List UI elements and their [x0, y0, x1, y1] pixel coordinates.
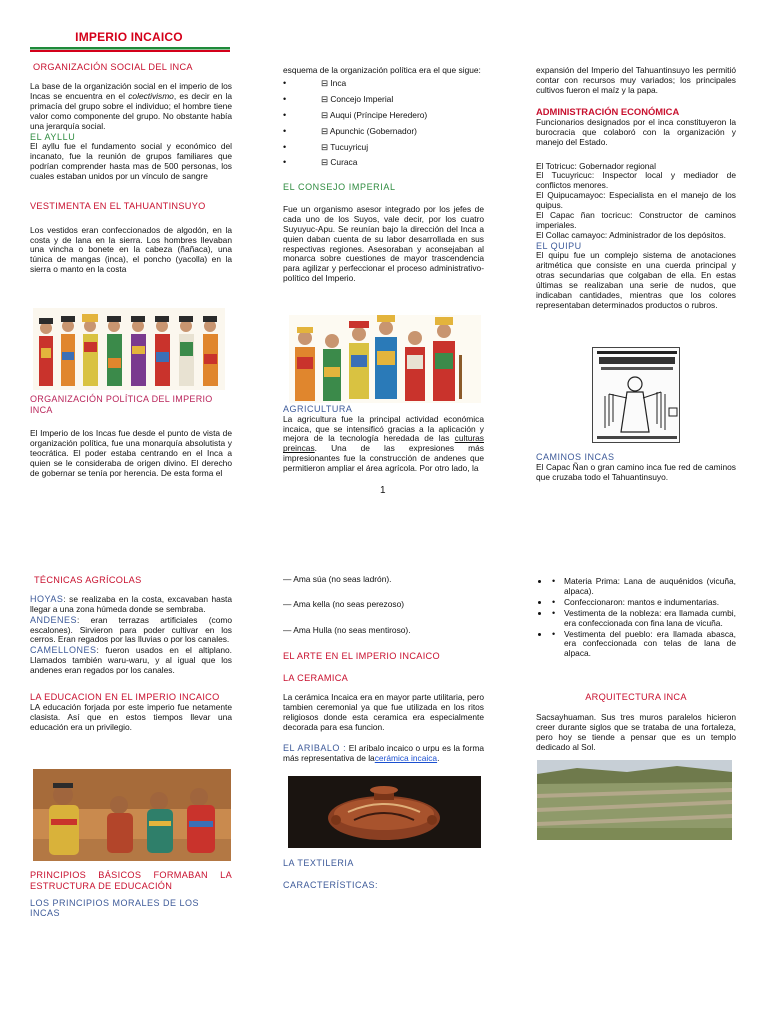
- column-6-bottom: [536, 692, 736, 752]
- list-item: • ⊟ Inca: [283, 79, 484, 89]
- consejo-heading: EL CONSEJO IMPERIAL: [283, 182, 396, 193]
- column-1-bottom: [30, 394, 232, 479]
- list-item: • ⊟ Concejo Imperial: [283, 95, 484, 105]
- column-4: [30, 575, 232, 733]
- inca-nobles-illustration: [289, 315, 481, 403]
- list-item: • • Vestimenta de la nobleza: era llamada cumbi, era confeccionada con fina lana de vicuña.: [550, 609, 736, 629]
- list-item: • ⊟ Apunchic (Gobernador): [283, 127, 484, 137]
- quipu-paragraph: El quipu fue un complejo sistema de anotaciones aritmética que consiste en una cuerda principal y otras secundarias que colgaban de ella. En estas últimas se realizaban una serie de nudos, que indicaban cantidades, mientras que los colores representaban determinados productos o rubros.: [536, 250, 736, 310]
- ceramica-paragraph: La cerámica Incaica era en mayor parte utilitaria, pero tambien ceremonial ya que fue utilizada en los ritos religiosos donde esta ceramica era especialmente decorada para esa funcion.: [283, 692, 484, 733]
- ayllu-heading: EL AYLLU: [30, 131, 76, 142]
- culturas-preincas-link[interactable]: culturas preincas: [283, 433, 484, 454]
- principios-morales-heading: LOS PRINCIPIOS MORALES DE LOS INCAS: [30, 897, 200, 919]
- page-number: 1: [380, 485, 386, 496]
- column-2-bottom: [283, 404, 484, 474]
- column-2: [283, 66, 484, 284]
- column-4-bottom: [30, 870, 232, 919]
- caminos-heading: CAMINOS INCAS: [536, 452, 615, 462]
- hoyas-paragraph: HOYAS: se realizaba en la costa, excavaban hasta llegar a una zona húmeda donde se sembraba.: [30, 593, 232, 614]
- list-item: • • Vestimenta del pueblo: era llamada abasca, era confeccionada con telas de lana de alpaca.: [550, 630, 736, 660]
- caracteristicas-heading: CARACTERÍSTICAS:: [283, 879, 379, 890]
- official-item: El Quipucamayoc: Especialista en el manejo de los quipus.: [536, 190, 736, 211]
- principios-heading: PRINCIPIOS BÁSICOS FORMABAN LA ESTRUCTURA DE EDUCACIÓN: [30, 870, 232, 891]
- ceramica-incaica-link[interactable]: cerámica incaica: [374, 752, 438, 763]
- vestimenta-heading: VESTIMENTA EN EL TAHUANTINSUYO: [30, 200, 206, 211]
- official-item: El Totricuc: Gobernador regional: [536, 160, 656, 171]
- list-item: • ⊟ Tucuyricuj: [283, 143, 484, 153]
- ama-hulla: — Ama Hulla (no seas mentiroso).: [283, 624, 411, 635]
- admin-paragraph: Funcionarios designados por el inca constituyeron la burocracia que colaboró con la organización y manejo del Estado.: [536, 116, 736, 147]
- sacsayhuaman-photo: [537, 760, 732, 840]
- vestimenta-paragraph: Los vestidos eran confeccionados de algodón, en la costa y de lana en la sierra. Los hombres llevaban una vincha o bonete en la cabeza (ñañaca), una túnica de mangas (inca), el poncho (yacolla) en la sierra o manto en la costa: [30, 224, 232, 275]
- educacion-paragraph: LA educación forjada por este imperio fue netamente clasista. Así que en estos tiempos llevar una educación era un privilegio.: [30, 701, 232, 732]
- ayllu-paragraph: El ayllu fue el fundamento social y económico del incanato, fue la reunión de grupos familiares que podrían comprender hasta mas de 500 personas, los cuales estaban unidos por un vínculo de sangre: [30, 141, 232, 181]
- textileria-heading: LA TEXTILERIA: [283, 858, 354, 868]
- agricultura-paragraph: La agricultura fue la principal actividad económica incaica, que se intensificó gracias a la aplicación y mejora de la tecnología heredada de las culturas preincas. Una de las expresiones más impresionantes fue la construcción de andenes que permitieron ampliar el área agrícola. Por otro lado, la: [283, 413, 484, 474]
- inca-education-illustration: [33, 769, 231, 861]
- column-1: [30, 30, 232, 275]
- expansion-paragraph: expansión del Imperio del Tahuantinsuyo les permitió contar con recursos muy variados; los principales cultivos fueron el maíz y la papa.: [536, 65, 736, 95]
- andenes-paragraph: ANDENES: eran terrazas artificiales (como escalones). Sirvieron para poder cultivar en los cerros. Eran regados por las lluvias o por los canales.: [30, 614, 232, 645]
- admin-heading: ADMINISTRACIÓN ECONÓMICA: [536, 105, 680, 117]
- educacion-heading: LA EDUCACION EN EL IMPERIO INCAICO: [30, 692, 220, 703]
- agricultura-heading: AGRICULTURA: [283, 404, 353, 414]
- official-item: El Capac ñan tocricuc: Constructor de caminos imperiales.: [536, 210, 736, 230]
- list-item: • • Confeccionaron: mantos e indumentarias.: [550, 598, 736, 608]
- arquitectura-paragraph: Sacsayhuaman. Sus tres muros paralelos hicieron creer durante siglos que se trataba de una fortaleza, pero hoy se tiende a pensar que es un templo dedicado al Sol.: [536, 711, 736, 752]
- ceramica-heading: LA CERAMICA: [283, 672, 349, 683]
- tecnicas-heading: TÉCNICAS AGRÍCOLAS: [34, 575, 142, 585]
- org-social-heading: ORGANIZACIÓN SOCIAL DEL INCA: [33, 62, 193, 73]
- inca-women-illustration: [33, 308, 225, 390]
- ama-sua: — Ama súa (no seas ladrón).: [283, 574, 392, 584]
- column-3-bottom: [536, 452, 736, 482]
- column-6: [550, 577, 736, 660]
- list-item: • ⊟ Auqui (Príncipe Heredero): [283, 111, 484, 121]
- org-social-paragraph: La base de la organización social en el imperio de los Incas se encuentra en el colectivismo, es decir en la primacía del grupo sobre el individuo; el hombre tiene valor como componente del grupo. No obstante había una jerarquía social.: [30, 81, 233, 131]
- title-underline: [30, 47, 230, 53]
- official-item: El Tucuyricuc: Inspector local y mediador de conflictos menores.: [536, 170, 736, 191]
- quipucamayoc-drawing: [592, 347, 680, 443]
- hierarchy-list: [283, 79, 484, 168]
- column-3: [536, 66, 736, 311]
- column-5-bottom: [283, 858, 484, 890]
- ama-kella: — Ama kella (no seas perezoso): [283, 598, 405, 609]
- org-politica-paragraph: El Imperio de los Incas fue desde el punto de vista de organización política, fue una monarquía absolutista y teocrática. El poder estaba centrando en el Inca a quien se le consideraba de origen divino. El derecho de gobernar se tenía por herencia. De esta forma el: [30, 428, 232, 478]
- hierarchy-intro: esquema de la organización política era el que sigue:: [283, 65, 481, 75]
- official-item: El Collac camayoc: Administrador de los depósitos.: [536, 229, 726, 240]
- list-item: • ⊟ Curaca: [283, 158, 484, 168]
- aribalo-photo: [288, 776, 481, 848]
- page-title: IMPERIO INCAICO: [75, 30, 183, 44]
- textile-characteristics-list: [550, 577, 736, 659]
- arte-heading: EL ARTE EN EL IMPERIO INCAICO: [283, 650, 440, 661]
- list-item: • • Materia Prima: Lana de auquénidos (vicuña, alpaca).: [550, 577, 736, 597]
- camellones-paragraph: CAMELLONES: fueron usados en el altiplano. Llamados también waru-waru, y al igual que los andenes eran regados por los canales.: [30, 645, 232, 676]
- consejo-paragraph: Fue un organismo asesor integrado por los jefes de cada uno de los Suyos, vale decir, por los cuatro Suyuyuc-Apu. Se reunían bajo la dirección del Inca a quien daban cuenta de su labor desarrollada en sus respectivas regiones. Asesoraban y aconsejaban al monarca sobre cuestiones de mayor trascendencia para agilizar y perfeccionar el proceso administrativo-político del Imperio.: [283, 203, 484, 284]
- quipu-heading: EL QUIPU: [536, 240, 582, 251]
- column-5: [283, 575, 484, 764]
- aribalo-paragraph: EL ARIBALO : El aríbalo incaico o urpu es la forma más representativa de lacerámica incaica.: [283, 743, 484, 763]
- org-politica-heading: ORGANIZACIÓN POLÍTICA DEL IMPERIO INCA: [30, 394, 213, 415]
- arquitectura-heading: ARQUITECTURA INCA: [585, 692, 687, 702]
- caminos-paragraph: El Capac Ñan o gran camino inca fue red de caminos que cruzaba todo el Tahuantinsuyo.: [536, 461, 736, 482]
- officials-list: [536, 162, 736, 241]
